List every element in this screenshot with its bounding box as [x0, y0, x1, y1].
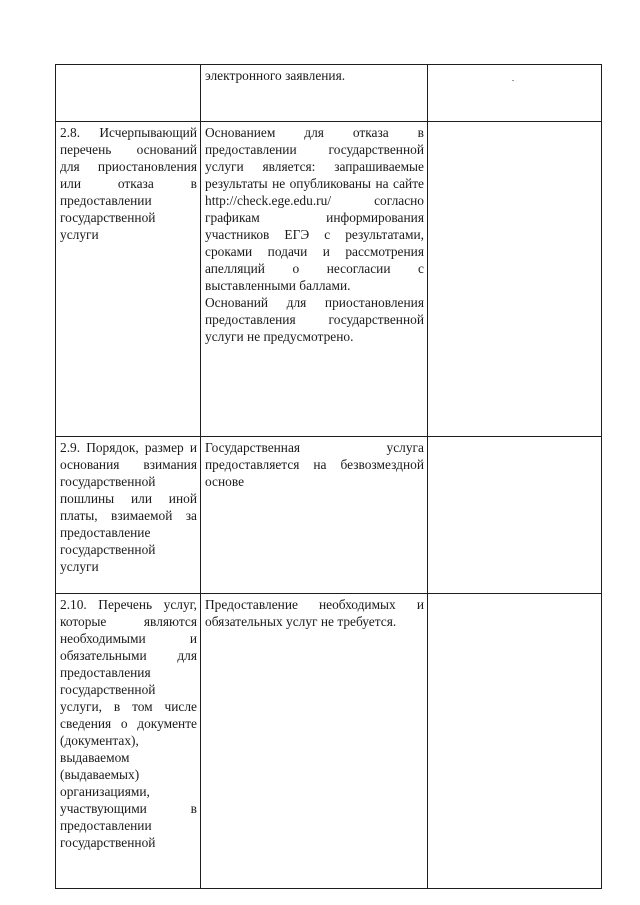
content-paragraph: электронного заявления. [205, 68, 346, 83]
section-cell [56, 437, 201, 594]
notes-cell [428, 594, 602, 889]
content-cell [201, 122, 428, 437]
notes-cell [428, 65, 602, 122]
content-paragraph: Государственная услуга предоставляется на безвозмездной основе [205, 440, 424, 489]
table-row [56, 122, 602, 437]
section-title: 2.8. Исчерпывающий перечень оснований для приостановления или отказа в предоставлении государственной услуги [60, 125, 197, 242]
section-cell [56, 65, 201, 122]
table-row [56, 437, 602, 594]
content-paragraph: Предоставление необходимых и обязательных услуг не требуется. [205, 597, 424, 629]
content-paragraph: Основанием для отказа в предоставлении государственной услуги является: запрашиваемые результаты не опубликованы на сайте http://check.ege.edu.ru/ согласно графикам информирования участников ЕГЭ с результатами, сроками подачи и рассмотрения апелляций о несогласии с выставленными баллами. [205, 125, 424, 293]
content-cell [201, 594, 428, 889]
content-cell [201, 65, 428, 122]
content-cell [201, 437, 428, 594]
section-title: 2.9. Порядок, размер и основания взимания государственной пошлины или иной платы, взимаемой за предоставление государственной услуги [60, 440, 197, 574]
section-title: 2.10. Перечень услуг, которые являются необходимыми и обязательными для предоставления государственной услуги, в том числе сведения о документе (документах), выдаваемом (выдаваемых) организациями, участвующими в предоставлении государственной [60, 597, 197, 850]
section-cell [56, 122, 201, 437]
notes-cell [428, 437, 602, 594]
content-paragraph: Оснований для приостановления предоставления государственной услуги не предусмотрено. [205, 295, 424, 344]
section-cell [56, 594, 201, 889]
notes-cell [428, 122, 602, 437]
services-regulation-table [55, 64, 602, 889]
table-row [56, 594, 602, 889]
table-row [56, 65, 602, 122]
